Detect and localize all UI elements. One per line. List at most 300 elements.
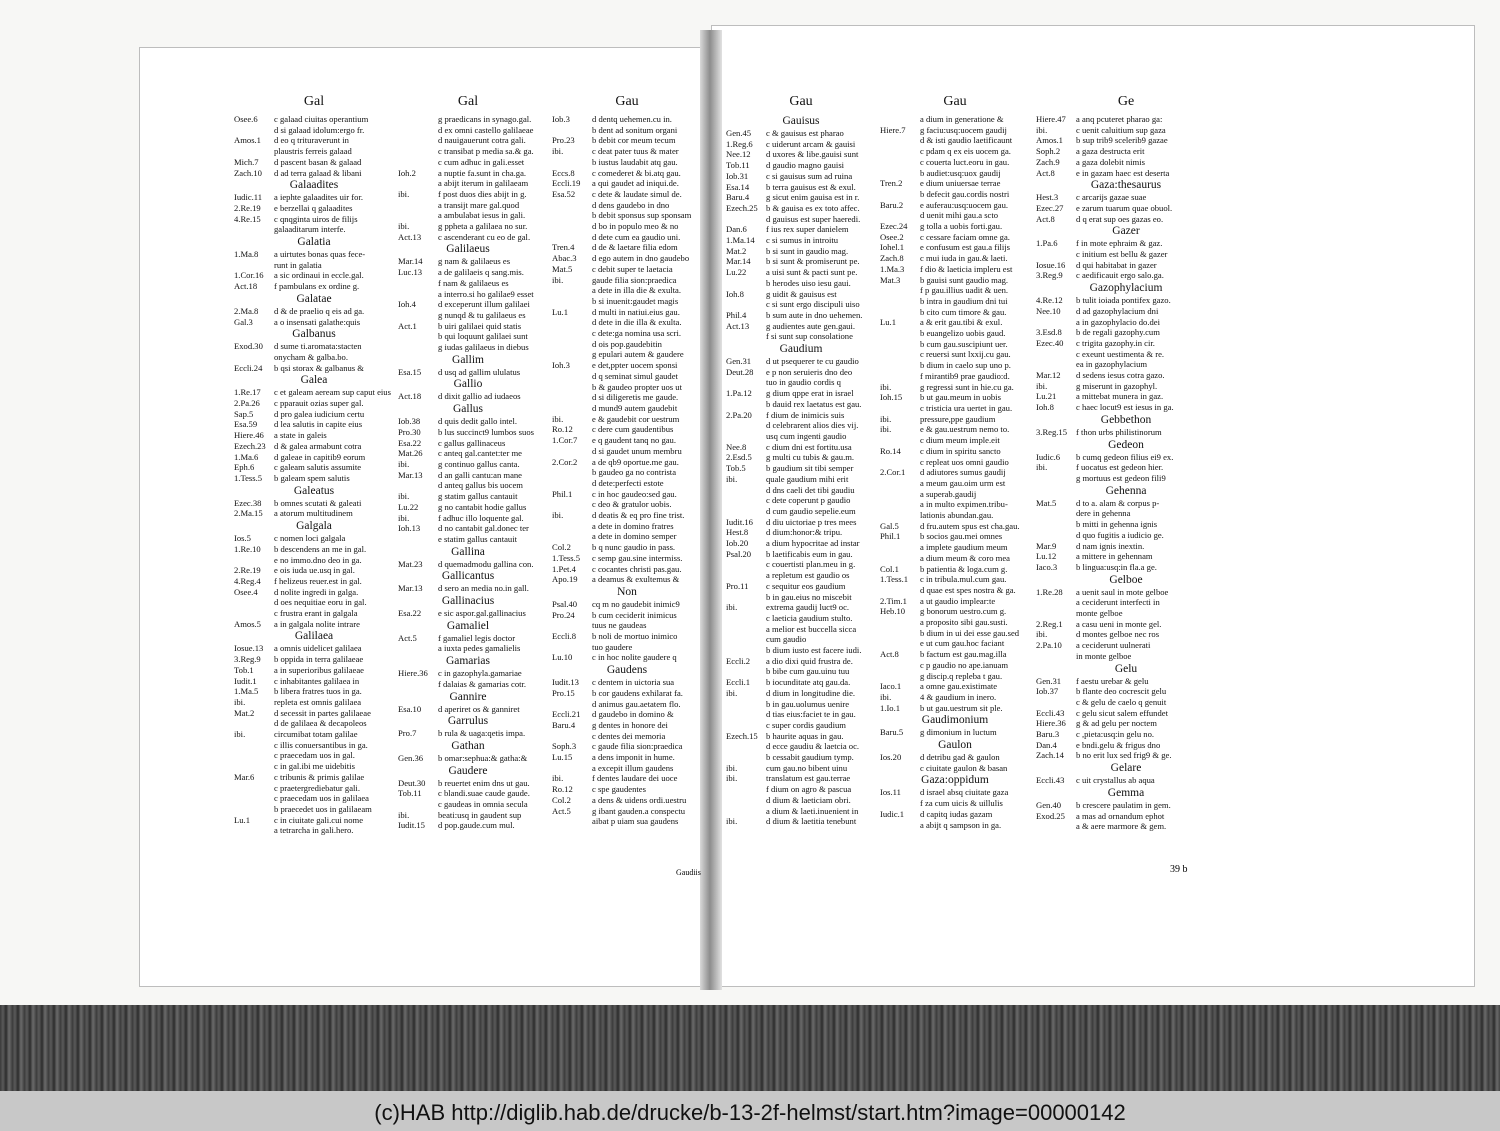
scripture-reference: Mar.13 <box>398 469 423 480</box>
concordance-line <box>880 727 1030 738</box>
concordance-line <box>1036 391 1216 402</box>
concordance-line <box>880 253 1030 264</box>
concordance-line <box>552 784 702 795</box>
concordance-line <box>234 135 394 146</box>
quotation-text: c dete & laudate simul de. <box>592 188 682 199</box>
column-6 <box>1036 92 1216 832</box>
quotation-text: c galeam salutis assumite <box>274 462 362 473</box>
quotation-text: d aperiret os & ganniret <box>438 703 520 714</box>
scripture-reference: 4.Re.12 <box>1036 295 1063 306</box>
quotation-text: a tetrarcha in gali.hero. <box>274 825 354 836</box>
quotation-text: d nolite ingredi in galga. <box>274 586 359 597</box>
concordance-line <box>234 363 394 374</box>
quotation-text: a dio dixi quid frustra de. <box>766 655 853 666</box>
concordance-line <box>552 731 702 742</box>
concordance-line <box>234 676 394 687</box>
concordance-line <box>880 820 1030 831</box>
concordance-line <box>1036 750 1216 761</box>
scripture-reference: Esa.22 <box>398 437 422 448</box>
concordance-line <box>552 285 702 296</box>
concordance-line <box>1036 508 1216 519</box>
scripture-reference: Ioh.3 <box>552 360 570 371</box>
concordance-line <box>1036 306 1216 317</box>
concordance-line <box>1036 125 1216 136</box>
concordance-line <box>398 125 538 136</box>
concordance-line <box>552 806 702 817</box>
concordance-line <box>552 307 702 318</box>
concordance-line <box>1036 640 1216 651</box>
quotation-text: f helizeus reuer.est in gal. <box>274 575 362 586</box>
scripture-reference: 2.Tim.1 <box>880 595 907 606</box>
quotation-text: d israel absq ciuitate gaza <box>920 787 1009 798</box>
quotation-text: c dentem in uictoria sua <box>592 677 675 688</box>
quotation-text: d dium:honor:& tripu. <box>766 527 843 538</box>
quotation-text: a o insensati galathe:quis <box>274 316 361 327</box>
quotation-text: d diu uictoriae p tres mees <box>766 516 857 527</box>
concordance-line <box>726 602 876 613</box>
scripture-reference: 2.Re.19 <box>234 565 261 576</box>
quotation-text: a nuptie fa.sunt in cha.ga. <box>438 167 527 178</box>
concordance-line <box>726 399 876 410</box>
concordance-line <box>234 508 394 519</box>
quotation-text: c arcarijs gazae suae <box>1076 192 1147 203</box>
concordance-line <box>880 424 1030 435</box>
scripture-reference: Apo.19 <box>552 574 578 585</box>
scripture-reference: Mar.13 <box>398 583 423 594</box>
scripture-reference: Baru.5 <box>880 727 904 738</box>
scripture-reference: Mat.3 <box>880 274 901 285</box>
quotation-text: c p gaudio no ape.ianuam <box>920 659 1009 670</box>
concordance-line <box>726 634 876 645</box>
quotation-text: d uxores & libe.gauisi sunt <box>766 149 859 160</box>
quotation-text: b reuertet enim dns ut gau. <box>438 777 530 788</box>
quotation-text: c dium in spiritu sancto <box>920 445 1001 456</box>
scripture-reference: Lu.1 <box>552 306 568 317</box>
quotation-text: d dium & laetitia tenebunt <box>766 816 857 827</box>
scripture-reference: Ioh.2 <box>398 167 416 178</box>
scripture-reference: Lu.1 <box>880 317 896 328</box>
quotation-text: a uenit saul in mote gelboe <box>1076 586 1169 597</box>
scripture-reference: Iudit.16 <box>726 516 753 527</box>
concordance-line <box>552 339 702 350</box>
concordance-line <box>398 820 538 831</box>
scripture-reference: ibi. <box>726 687 738 698</box>
scripture-reference: 1.Ma.6 <box>234 451 259 462</box>
scripture-reference: ibi. <box>552 146 564 157</box>
concordance-line <box>880 585 1030 596</box>
scripture-reference: Lu.22 <box>726 267 747 278</box>
quotation-text: f pambulans ex ordine g. <box>274 281 360 292</box>
concordance-line <box>1036 629 1216 640</box>
concordance-line <box>398 342 538 353</box>
concordance-line <box>552 157 702 168</box>
concordance-line <box>552 253 702 264</box>
concordance-line <box>398 256 538 267</box>
concordance-line <box>552 360 702 371</box>
scripture-reference: 1.Cor.7 <box>552 435 578 446</box>
concordance-line <box>1036 168 1216 179</box>
concordance-line <box>726 388 876 399</box>
concordance-line <box>726 410 876 421</box>
concordance-line <box>726 485 876 496</box>
scripture-reference: Iudic.1 <box>880 808 905 819</box>
quotation-text: c in hoc nolite gaudere q <box>592 652 677 663</box>
quotation-text: plaustris ferreis galaad <box>274 146 352 157</box>
entry-heading: Gallinacius <box>441 595 495 608</box>
quotation-text: a transijt mare gal.quod <box>438 199 520 210</box>
quotation-text: c pdam q ex eis uocem ga. <box>920 146 1011 157</box>
concordance-line <box>552 457 702 468</box>
concordance-line <box>234 825 394 836</box>
concordance-line <box>880 178 1030 189</box>
quotation-text: f thon urbs philistinorum <box>1076 426 1162 437</box>
scripture-reference: Hiere.36 <box>1036 718 1066 729</box>
quotation-text: a uirtutes bonas quas fece- <box>274 249 366 260</box>
concordance-line <box>880 478 1030 489</box>
concordance-line <box>234 498 394 509</box>
quotation-text: a in superioribus galilaeae <box>274 664 364 675</box>
scripture-reference: Baru.4 <box>552 719 576 730</box>
concordance-line <box>1036 519 1216 530</box>
entry-heading: Garrulus <box>447 715 489 728</box>
quotation-text: d dixit gallio ad iudaeos <box>438 391 521 402</box>
quotation-text: d deatis & eq pro fine trist. <box>592 510 685 521</box>
scripture-reference: Dan.6 <box>726 224 747 235</box>
scripture-reference: 2.Reg.1 <box>1036 618 1063 629</box>
concordance-line <box>552 135 702 146</box>
quotation-text: d si gaudet unum membru <box>592 445 682 456</box>
quotation-text: cum gau.no bibent uinu <box>766 762 848 773</box>
quotation-text: d fru.autem spus est cha.gau. <box>920 520 1020 531</box>
quotation-text: a implete gaudium meum <box>920 542 1008 553</box>
scripture-reference: Ezech.23 <box>234 440 266 451</box>
entry-heading: Galgala <box>296 520 332 533</box>
entry-heading: Gaudere <box>448 764 488 777</box>
quotation-text: b oppida in terra galilaeae <box>274 654 364 665</box>
concordance-line <box>726 549 876 560</box>
scripture-reference: 1.Ma.14 <box>726 235 755 246</box>
quotation-text: e p non seruieris dno deo <box>766 366 853 377</box>
concordance-line <box>234 214 394 225</box>
footer-credit: (c)HAB http://diglib.hab.de/drucke/b-13-2f-helmst/start.htm?image=00000142 <box>374 1100 1126 1125</box>
concordance-line <box>1036 349 1216 360</box>
concordance-line <box>234 114 394 125</box>
concordance-line <box>1036 402 1216 413</box>
quotation-text: g multi cu tubis & gau.m. <box>766 452 855 463</box>
concordance-line <box>552 752 702 763</box>
concordance-line <box>726 160 876 171</box>
quotation-text: c mui iuda in gau.& laeti. <box>920 253 1008 264</box>
scripture-reference: Act.18 <box>234 281 258 292</box>
concordance-line <box>234 772 394 783</box>
quotation-text: d lea salutis in capite eius <box>274 419 363 430</box>
quotation-text: a atorum multitudinem <box>274 508 353 519</box>
quotation-text: a dium & laeti.inuenient in <box>766 805 859 816</box>
scripture-reference: Zach.8 <box>880 253 904 264</box>
scripture-reference: Esa.52 <box>552 188 576 199</box>
concordance-line <box>398 753 538 764</box>
quotation-text: g faciu:usq:uocem gaudij <box>920 124 1007 135</box>
quotation-text: d no cantabit gal.donec ter <box>438 523 529 534</box>
quotation-text: f dio & laeticia impleru est <box>920 263 1013 274</box>
quotation-text: d to a. alam & corpus p- <box>1076 497 1160 508</box>
quotation-text: c praetergrediebatur gali. <box>274 782 360 793</box>
scripture-reference: Iudic.6 <box>1036 451 1061 462</box>
scripture-reference: Mat.2 <box>726 245 747 256</box>
concordance-line <box>726 278 876 289</box>
scripture-reference: Mar.9 <box>1036 540 1057 551</box>
concordance-line <box>1036 587 1216 598</box>
quotation-text: d sume ti.aromata:stacten <box>274 341 362 352</box>
quotation-text: a dium meum & coro mea <box>920 552 1010 563</box>
scripture-reference: 2.Pa.26 <box>234 398 260 409</box>
concordance-line <box>1036 562 1216 573</box>
quotation-text: b in gau.eius no miscebit <box>766 591 852 602</box>
concordance-line <box>880 467 1030 478</box>
concordance-line <box>1036 541 1216 552</box>
concordance-line <box>234 555 394 566</box>
quotation-text: a dens imponit in hume. <box>592 752 675 763</box>
scripture-reference: Mat.23 <box>398 558 423 569</box>
scripture-reference: 1.Reg.6 <box>726 138 753 149</box>
scripture-reference: ibi. <box>726 816 738 827</box>
entry-heading: Gedeon <box>1108 438 1144 451</box>
concordance-line <box>1036 697 1216 708</box>
concordance-line <box>398 778 538 789</box>
concordance-line <box>880 125 1030 136</box>
quotation-text: d quo fugitis a iudicio ge. <box>1076 529 1164 540</box>
concordance-line <box>880 787 1030 798</box>
concordance-line <box>1036 359 1216 370</box>
quotation-text: d pro galea iudicium certu <box>274 408 365 419</box>
quotation-text: b omar:sephua:& gatha:& <box>438 752 528 763</box>
scripture-reference: Zach.10 <box>234 167 262 178</box>
quotation-text: f p gau.illius uadit & uen. <box>920 285 1009 296</box>
concordance-line <box>726 506 876 517</box>
concordance-line <box>552 489 702 500</box>
quotation-text: f dalaias & gamarias cotr. <box>438 678 527 689</box>
scripture-reference: Eccli.19 <box>552 178 581 189</box>
concordance-line <box>880 414 1030 425</box>
scripture-reference: Dan.4 <box>1036 739 1057 750</box>
quotation-text: a qui gaudet ad iniqui.de. <box>592 178 679 189</box>
concordance-line <box>398 210 538 221</box>
concordance-line <box>880 392 1030 403</box>
quotation-text: b sup trib9 scelerib9 gazae <box>1076 135 1168 146</box>
concordance-line <box>1036 114 1216 125</box>
entry-heading: Galeatus <box>293 484 335 497</box>
scripture-reference: 1.Cor.16 <box>234 270 264 281</box>
quotation-text: a & erit gau.tibi & exul. <box>920 317 1003 328</box>
quotation-text: a in gazophylacio do.dei <box>1076 316 1160 327</box>
concordance-line <box>234 260 394 271</box>
quotation-text: c blandi.suae caude gaude. <box>438 788 530 799</box>
scripture-reference: Iaco.1 <box>880 681 902 692</box>
concordance-line <box>552 242 702 253</box>
quotation-text: d ego autem in dno gaudebo <box>592 253 690 264</box>
scripture-reference: Pro.30 <box>398 426 421 437</box>
scripture-reference: Ios.11 <box>880 787 901 798</box>
concordance-line <box>880 809 1030 820</box>
scripture-reference: Gen.36 <box>398 752 424 763</box>
quotation-text: b gauisi sunt gaudio mag. <box>920 274 1009 285</box>
concordance-line <box>880 435 1030 446</box>
quotation-text: b qsi storax & galbanus & <box>274 362 364 373</box>
quotation-text: a & aere marmore & gem. <box>1076 821 1167 832</box>
scripture-reference: Nee.10 <box>1036 305 1061 316</box>
quotation-text: d quis dedit gallo intel. <box>438 416 518 427</box>
quotation-text: c dete:ga nomina usa scri. <box>592 328 682 339</box>
concordance-line <box>234 761 394 772</box>
concordance-line <box>880 328 1030 339</box>
scripture-reference: Eph.6 <box>234 462 255 473</box>
concordance-line <box>552 189 702 200</box>
column-4 <box>726 92 876 827</box>
quotation-text: b dauid rex laetatus est gau. <box>766 398 862 409</box>
concordance-line <box>1036 619 1216 630</box>
concordance-line <box>552 642 702 653</box>
scripture-reference: Amos.1 <box>1036 135 1063 146</box>
scripture-reference: Ioh.8 <box>1036 402 1054 413</box>
concordance-line <box>234 804 394 815</box>
quotation-text: c deo & gratulor uobis. <box>592 499 672 510</box>
quotation-text: e berzellai q galaadites <box>274 202 353 213</box>
quotation-text: in monte gelboe <box>1076 650 1132 661</box>
scripture-reference: ibi. <box>880 691 892 702</box>
concordance-line <box>1036 608 1216 619</box>
scripture-reference: Col.2 <box>552 542 571 553</box>
scripture-reference: Iob.20 <box>726 538 749 549</box>
scripture-reference: Iudit.1 <box>234 675 257 686</box>
scripture-reference: Osee.6 <box>234 114 258 124</box>
scripture-reference: Phil.4 <box>726 309 747 320</box>
quotation-text: d exceperunt illum galilaei <box>438 299 530 310</box>
quotation-text: c laeticia gaudium stulto. <box>766 612 853 623</box>
scripture-reference: Nee.8 <box>726 441 747 452</box>
concordance-line <box>880 135 1030 146</box>
concordance-line <box>552 296 702 307</box>
scripture-reference: Lu.15 <box>552 752 573 763</box>
concordance-line <box>880 457 1030 468</box>
quotation-text: g audientes aute gen.gaui. <box>766 320 856 331</box>
scripture-reference: Lu.10 <box>552 652 573 663</box>
concordance-line <box>880 521 1030 532</box>
concordance-line <box>552 200 702 211</box>
concordance-line <box>398 704 538 715</box>
scripture-reference: 2.Cor.1 <box>880 467 906 478</box>
quotation-text: b gaudeo ga no contrista <box>592 467 677 478</box>
concordance-line <box>398 427 538 438</box>
quotation-text: b ut gau.meum in uobis <box>920 392 1001 403</box>
quotation-text: f uocatus est gedeon hier. <box>1076 462 1164 473</box>
entry-heading: Gazophylacium <box>1089 282 1163 295</box>
quotation-text: d secessit in partes galilaeae <box>274 707 371 718</box>
concordance-line <box>726 289 876 300</box>
quotation-text: c ,pieta:usq:in gelu no. <box>1076 729 1155 740</box>
scripture-reference: 1.Ma.8 <box>234 249 259 260</box>
quotation-text: d dens gaudebo in dno <box>592 199 670 210</box>
quotation-text: c initium est bellu & gazer <box>1076 249 1168 260</box>
quotation-text: a abijt iterum in galilaeam <box>438 178 529 189</box>
scripture-reference: ibi. <box>234 729 246 740</box>
concordance-line <box>398 668 538 679</box>
concordance-line <box>726 192 876 203</box>
quotation-text: a state in galeis <box>274 430 327 441</box>
concordance-line <box>398 799 538 810</box>
scripture-reference: Nee.12 <box>726 149 751 160</box>
quotation-text: d ois pop.gaudebitin <box>592 338 662 349</box>
scripture-reference: Act.5 <box>552 805 571 816</box>
quotation-text: b crescere paulatim in gem. <box>1076 799 1171 810</box>
quotation-text: c cum adhuc in gali.esset <box>438 156 525 167</box>
entry-heading: Gaudens <box>606 664 648 677</box>
concordance-line <box>880 168 1030 179</box>
quotation-text: d animus gau.aetatem flo. <box>592 698 681 709</box>
concordance-line <box>552 795 702 806</box>
quotation-text: d multi in natiui.eius gau. <box>592 306 680 317</box>
concordance-line <box>234 643 394 654</box>
scripture-reference: 4.Re.15 <box>234 213 261 224</box>
scripture-reference: 1.Pa.6 <box>1036 238 1058 249</box>
scripture-reference: Eccli.43 <box>1036 707 1065 718</box>
quotation-text: f za cum uicis & uillulis <box>920 798 1003 809</box>
concordance-line <box>1036 381 1216 392</box>
concordance-line <box>726 752 876 763</box>
quotation-text: d de & laetare filia edom <box>592 242 678 253</box>
concordance-line <box>234 125 394 136</box>
quotation-text: c repleat uos omni gaudio <box>920 456 1009 467</box>
quotation-text: a abijt q sampson in ga. <box>920 819 1002 830</box>
quotation-text: c comederet & bi.atq gau. <box>592 167 681 178</box>
concordance-line <box>398 491 538 502</box>
concordance-line <box>552 424 702 435</box>
scripture-reference: ibi. <box>398 221 410 232</box>
concordance-line <box>726 246 876 257</box>
concordance-line <box>234 441 394 452</box>
quotation-text: d pop.gaude.cum mul. <box>438 820 515 831</box>
scripture-reference: ibi. <box>398 809 410 820</box>
concordance-line <box>1036 146 1216 157</box>
quotation-text: d an galli cantu:an mane <box>438 469 522 480</box>
quotation-text: b patientia & loga.cum g. <box>920 563 1008 574</box>
entry-heading: Gaza:oppidum <box>921 774 989 787</box>
quotation-text: d si galaad idolum:ergo fr. <box>274 124 365 135</box>
quotation-text: c gelu sicut salem effundet <box>1076 707 1168 718</box>
concordance-line <box>726 581 876 592</box>
quotation-text: b cito cum timore & gau. <box>920 306 1007 317</box>
concordance-line <box>552 210 702 221</box>
quotation-text: d gaudebo in domino & <box>592 709 674 720</box>
scripture-reference: 3.Reg.9 <box>234 654 261 665</box>
quotation-text: galaaditarum interfe. <box>274 224 346 235</box>
concordance-line <box>880 307 1030 318</box>
scripture-reference: ibi. <box>726 762 738 773</box>
concordance-line <box>1036 811 1216 822</box>
concordance-line <box>880 763 1030 774</box>
quotation-text: c aedificauit ergo salo.ga. <box>1076 270 1164 281</box>
scripture-reference: Iudic.11 <box>234 192 263 203</box>
scripture-reference: Pro.7 <box>398 728 417 739</box>
concordance-line <box>234 533 394 544</box>
scripture-reference: Eccli.1 <box>726 677 751 688</box>
quotation-text: b si inuenit:gaudet magis <box>592 295 679 306</box>
quotation-text: circumibat totam galilae <box>274 729 358 740</box>
quotation-text: f mirantib9 prae gaudio:d. <box>920 370 1010 381</box>
scripture-reference: Col.1 <box>880 563 899 574</box>
quotation-text: c spe gaudentes <box>592 784 646 795</box>
concordance-line <box>1036 192 1216 203</box>
concordance-line <box>726 773 876 784</box>
